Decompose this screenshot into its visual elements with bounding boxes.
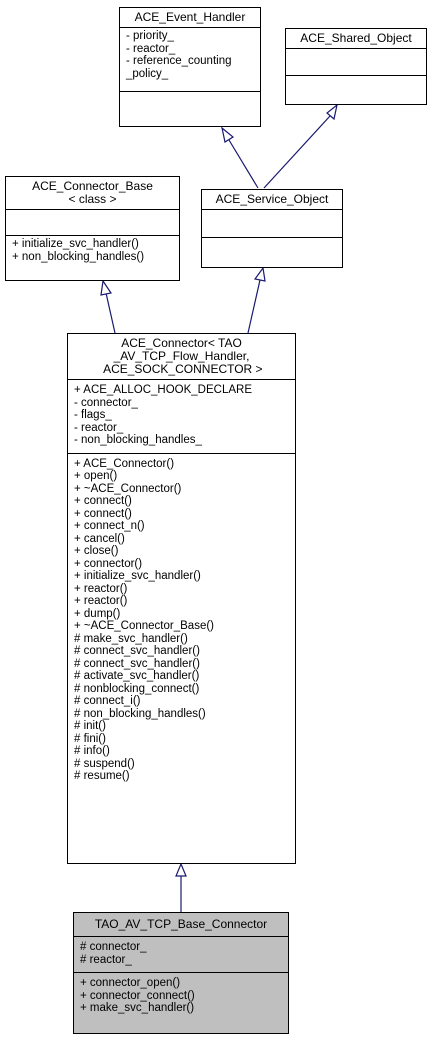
attribute-item: _policy_ (126, 67, 169, 80)
attribute-item: # reactor_ (80, 953, 132, 966)
class-title (286, 29, 426, 48)
class-title (202, 190, 342, 209)
class-operations (286, 75, 426, 103)
class-attributes (286, 48, 426, 75)
operation-item: # connect_svc_handler() (74, 657, 200, 670)
operation-item: + ~ACE_Connector_Base() (74, 620, 214, 632)
class-ace-connector-base[interactable] (5, 176, 180, 281)
operation-item: + initialize_svc_handler() (12, 238, 139, 250)
class-name-line: TAO_AV_TCP_Base_Connector (94, 917, 268, 931)
operation-item: # suspend() (74, 757, 135, 770)
operation-item: # resume() (74, 770, 130, 782)
class-name-line: ACE_Event_Handler (134, 10, 246, 24)
attribute-item: - priority_ (126, 30, 174, 42)
class-tao-av-tcp-base-connector[interactable] (73, 912, 289, 1034)
operation-item: + connector_connect() (80, 989, 195, 1002)
attribute-item: - flags_ (74, 409, 112, 421)
class-operations (202, 237, 342, 265)
operation-item: + non_blocking_handles() (12, 250, 145, 263)
operation-item: + reactor() (74, 582, 128, 595)
attribute-item: + ACE_ALLOC_HOOK_DECLARE (74, 384, 253, 396)
arrowhead-service-object (255, 268, 265, 281)
class-ace-connector-template[interactable] (67, 333, 296, 864)
operation-item: + dump() (74, 607, 121, 620)
arrow-service-object-to-shared-object (264, 116, 330, 188)
class-title (74, 913, 288, 936)
class-name-line: ACE_Connector_Base (32, 179, 153, 193)
class-operations (6, 235, 179, 266)
attribute-item: - reactor_ (126, 42, 176, 55)
operation-item: # init() (74, 720, 106, 732)
operation-item: + cancel() (74, 532, 125, 545)
operation-item: + connector() (74, 557, 143, 570)
operation-item: + close() (74, 545, 119, 557)
class-name-line: < class > (68, 192, 117, 206)
class-name-line: _AV_TCP_Flow_Handler, (113, 349, 250, 363)
class-operations (74, 972, 288, 1018)
class-name-line: ACE_Service_Object (215, 192, 329, 206)
operation-item: # fini() (74, 732, 106, 745)
operation-item: + initialize_svc_handler() (74, 570, 201, 582)
class-title (6, 177, 179, 209)
class-operations (68, 453, 295, 786)
class-ace-service-object[interactable] (201, 189, 343, 268)
arrowhead-connector (176, 864, 186, 876)
class-ace-shared-object[interactable] (285, 28, 427, 105)
operation-item: + ACE_Connector() (74, 457, 175, 470)
class-title (120, 8, 260, 27)
attribute-item: - reference_counting (126, 55, 232, 67)
operation-item: # nonblocking_connect() (74, 682, 200, 695)
attribute-item: - connector_ (74, 396, 138, 409)
arrowhead-event-handler (222, 128, 233, 142)
class-name-line: ACE_Shared_Object (300, 31, 412, 45)
class-attributes (6, 209, 179, 235)
operation-item: + connect() (74, 495, 132, 507)
operation-item: # connect_i() (74, 695, 141, 707)
class-operations (120, 91, 260, 124)
operation-item: # connect_svc_handler() (74, 645, 200, 657)
class-attributes (68, 379, 295, 453)
operation-item: + make_svc_handler() (80, 1002, 195, 1014)
operation-item: + connect_n() (74, 520, 145, 532)
operation-item: # non_blocking_handles() (74, 707, 206, 720)
class-name-line: ACE_SOCK_CONNECTOR > (100, 362, 263, 376)
class-attributes (74, 936, 288, 972)
attribute-item: # connector_ (80, 941, 147, 953)
operation-item: # activate_svc_handler() (74, 670, 200, 682)
class-title (68, 334, 295, 379)
class-name-line: ACE_Connector< TAO (121, 336, 242, 350)
operation-item: + ~ACE_Connector() (74, 482, 182, 495)
operation-item: # make_svc_handler() (74, 632, 188, 645)
operation-item: + reactor() (74, 595, 128, 607)
operation-item: # info() (74, 745, 110, 757)
arrow-service-object-to-event-handler (229, 140, 258, 188)
class-attributes (120, 27, 260, 91)
operation-item: + connect() (74, 507, 132, 520)
attribute-item: - non_blocking_handles_ (74, 434, 202, 446)
arrow-connector-to-service-object (248, 280, 260, 333)
arrow-connector-to-connector-base (106, 293, 115, 333)
attribute-item: - reactor_ (74, 421, 124, 434)
operation-item: + open() (74, 470, 118, 482)
arrowhead-connector-base (101, 281, 111, 295)
class-attributes (202, 209, 342, 237)
operation-item: + connector_open() (80, 977, 181, 989)
class-ace-event-handler[interactable] (119, 7, 261, 127)
